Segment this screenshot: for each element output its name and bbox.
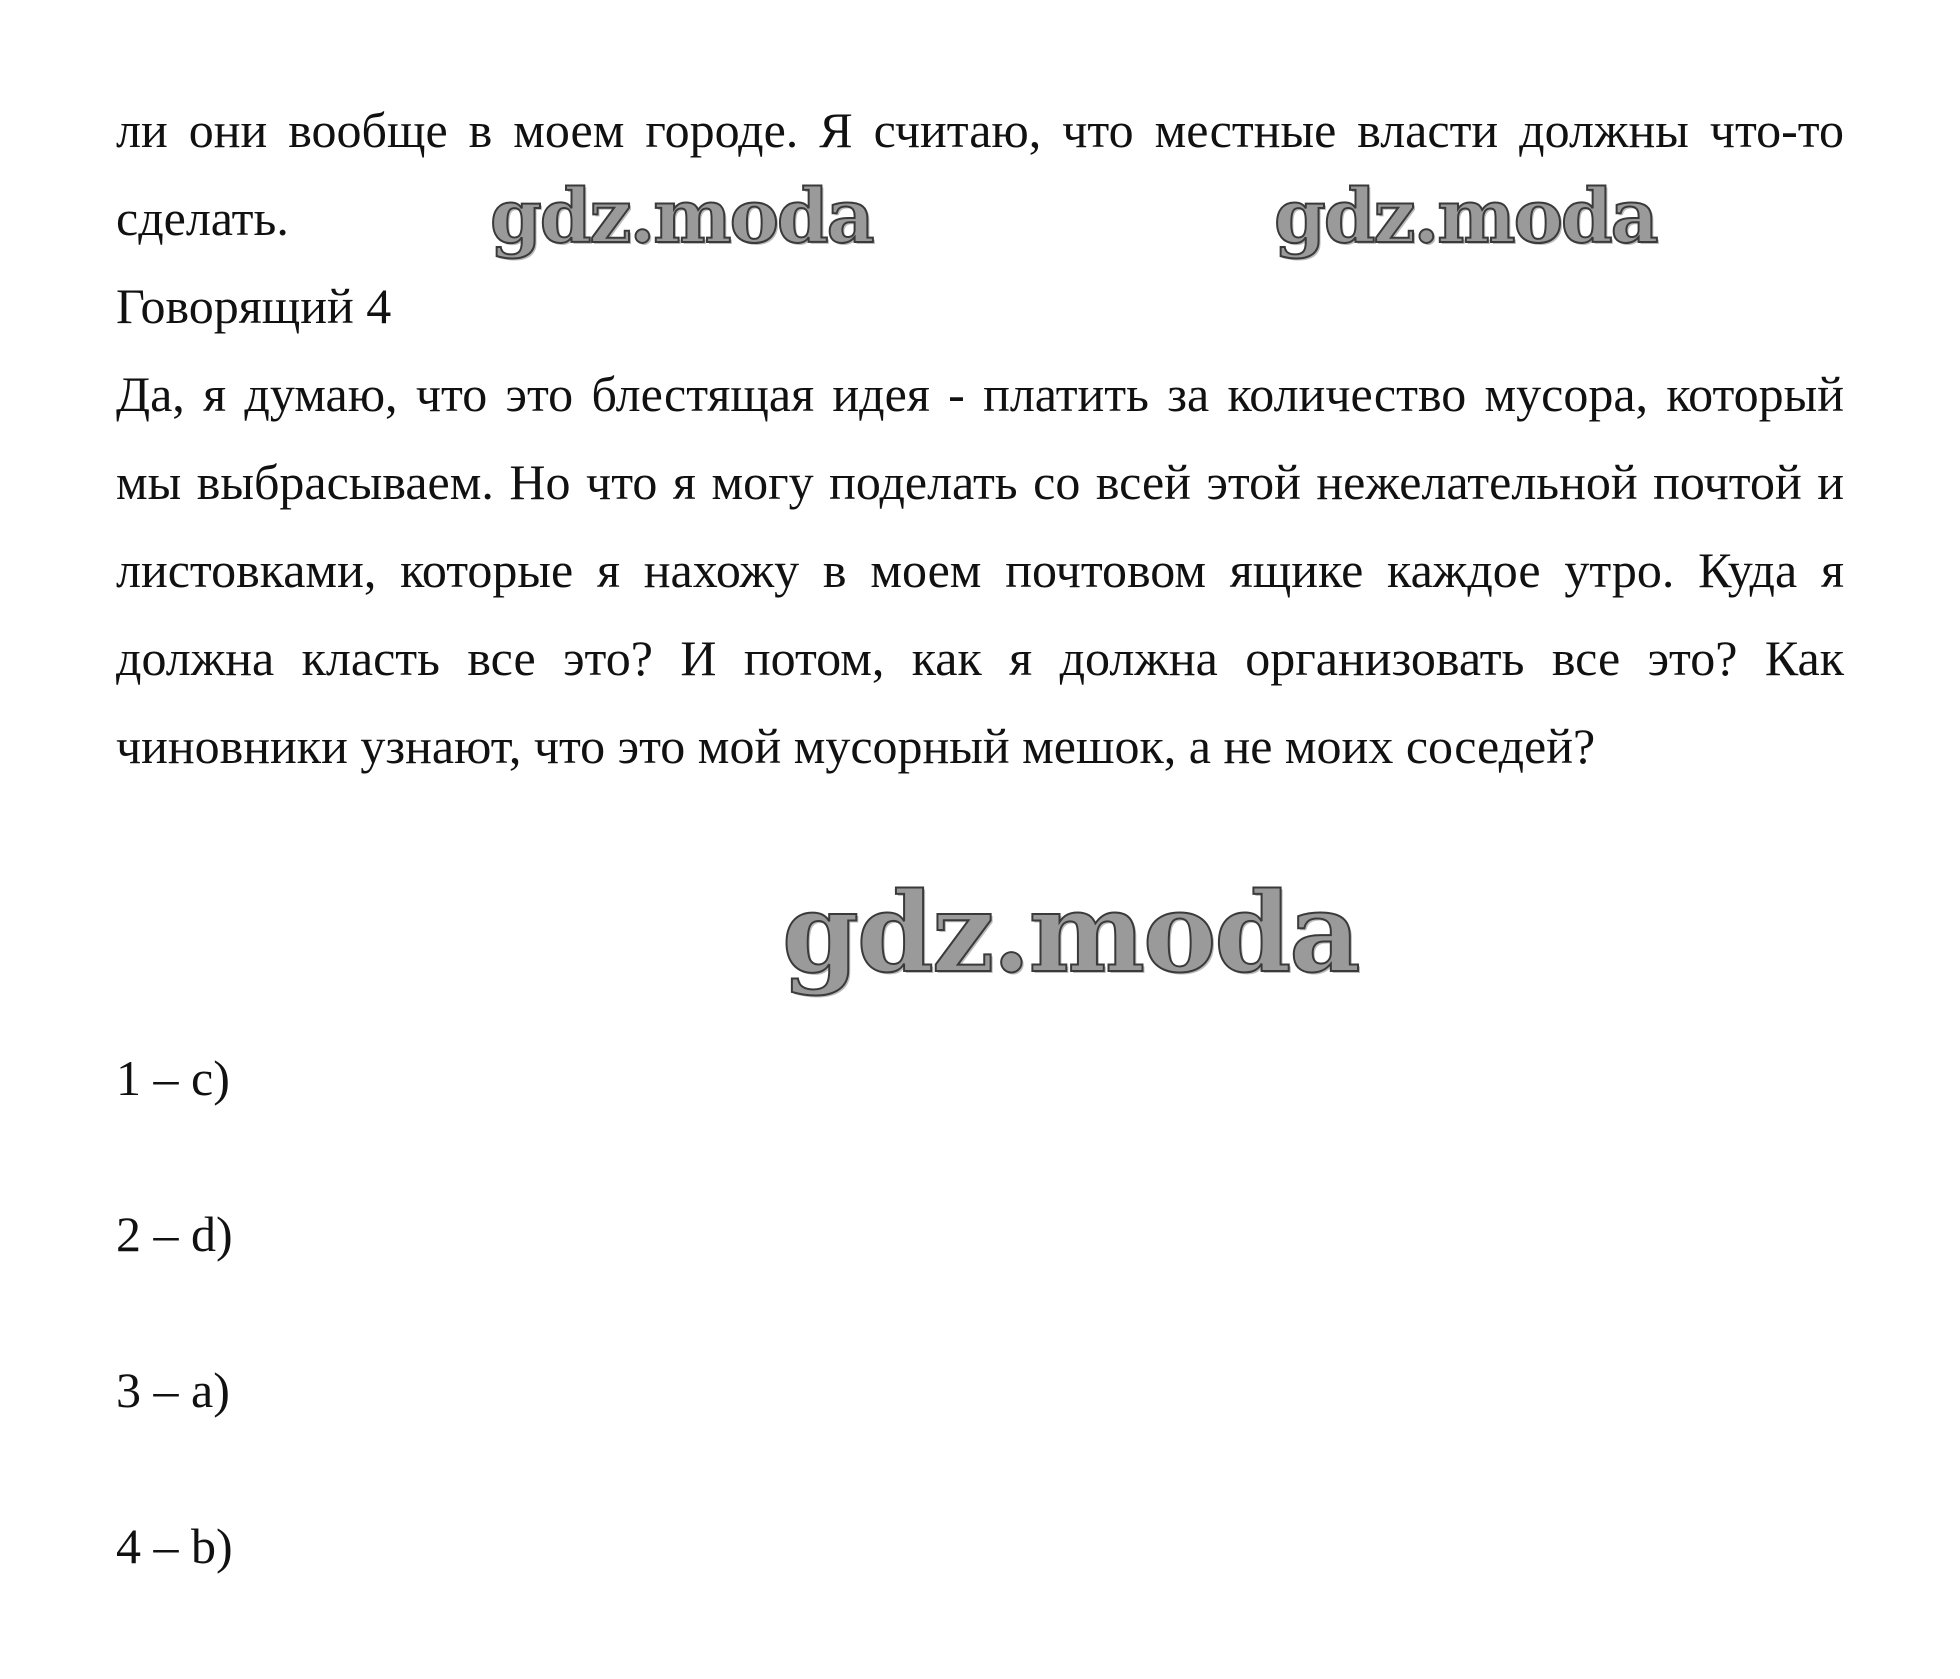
watermark-logo: gdz.moda bbox=[782, 868, 1359, 997]
answer-item: 2 – d) bbox=[116, 1206, 233, 1262]
watermark-logo: gdz.moda bbox=[1274, 174, 1657, 260]
answer-item: 4 – b) bbox=[116, 1518, 233, 1574]
speaker-4-text: Да, я думаю, что это блестящая идея - платить за количество мусора, который мы выбрасываем. Но что я могу поделать со всей этой нежелательной почтой и листовками, которые я нахожу в моем почтовом ящике каждое утро. Куда я должна класть все это? И потом, как я должна организовать все это? Как чиновники узнают, что это мой мусорный мешок, а не моих соседей? bbox=[116, 366, 1844, 774]
answer-item: 3 – a) bbox=[116, 1362, 230, 1418]
watermark-logo: gdz.moda bbox=[490, 174, 873, 260]
speaker-label: Говорящий 4 bbox=[116, 278, 392, 334]
answer-item: 1 – c) bbox=[116, 1050, 230, 1106]
paragraph-continuation: ли они вообще в моем городе. Я считаю, что местные власти должны что-то сделать. bbox=[116, 102, 1844, 246]
